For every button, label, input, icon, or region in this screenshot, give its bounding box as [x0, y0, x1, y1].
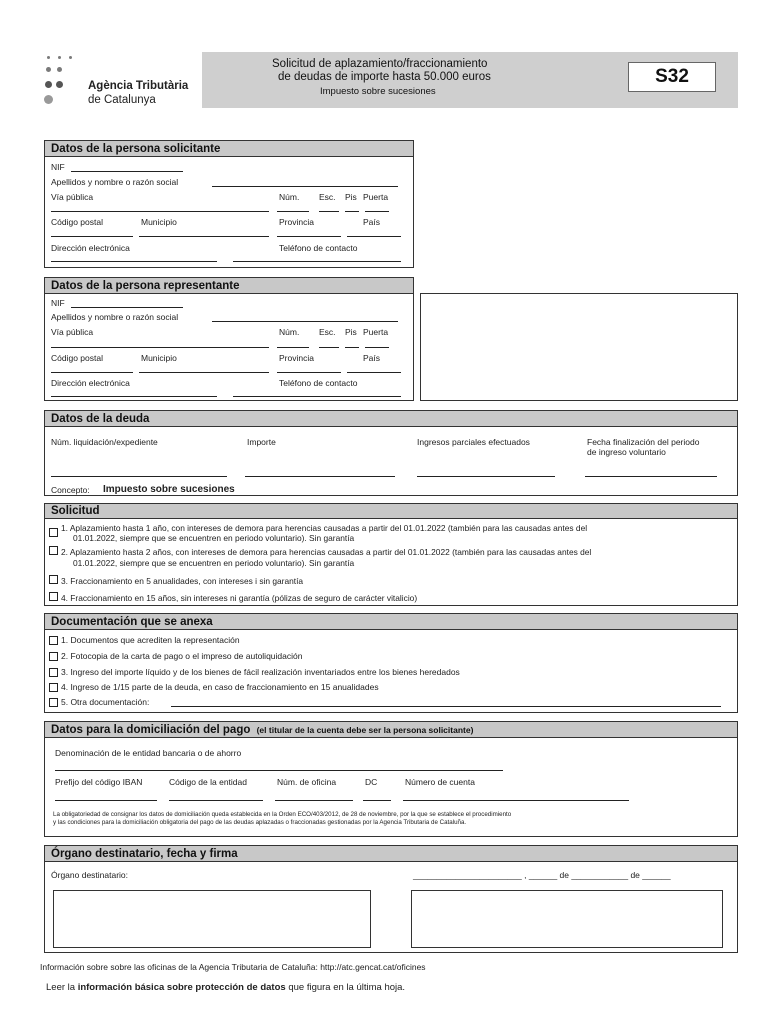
otra-documentacion-field[interactable]	[171, 706, 721, 707]
oficina-label: Núm. de oficina	[277, 777, 337, 787]
legal-text-line2: y las condiciones para la domiciliación obligatoria del pago de las deudas aplazadas o fraccionadas gestionadas por la Agencia Tributaria de Cataluña.	[53, 819, 467, 826]
doc-4-checkbox[interactable]	[49, 683, 58, 692]
option-1-checkbox[interactable]	[49, 528, 58, 537]
doc-2-text: 2. Fotocopia de la carta de pago o el impreso de autoliquidación	[61, 651, 303, 661]
option-3-text: 3. Fraccionamiento en 5 anualidades, con intereses i sin garantía	[61, 576, 304, 586]
municipio-field[interactable]	[139, 372, 269, 373]
esc-field[interactable]	[319, 211, 339, 212]
provincia-label: Provincia	[279, 353, 314, 363]
cp-field[interactable]	[51, 236, 133, 237]
telefono-field[interactable]	[233, 261, 401, 262]
num-label: Núm.	[279, 192, 300, 202]
esc-field[interactable]	[319, 347, 339, 348]
section-header-documentacion: Documentación que se anexa	[44, 613, 738, 629]
option-4-checkbox[interactable]	[49, 592, 58, 601]
municipio-field[interactable]	[139, 236, 269, 237]
section-organo	[44, 861, 738, 953]
apellidos-label: Apellidos y nombre o razón social	[51, 177, 179, 187]
legal-text: La obligatoriedad de consignar los datos de domiciliación queda establecida en la Orden ECO/403/2012, de 28 de noviembre, por la que se establece el procedimiento	[53, 811, 512, 818]
organo-box[interactable]	[53, 890, 371, 948]
cuenta-field[interactable]	[403, 800, 629, 801]
doc-1-checkbox[interactable]	[49, 636, 58, 645]
cuenta-label: Número de cuenta	[405, 777, 475, 787]
pis-label: Pis	[345, 192, 357, 202]
apellidos-label: Apellidos y nombre o razón social	[51, 312, 179, 322]
num-field[interactable]	[277, 211, 309, 212]
oficinas-info: Información sobre sobre las oficinas de la Agencia Tributaria de Cataluña: http://atc.gencat.cat/oficines	[40, 962, 426, 972]
importe-label: Importe	[247, 437, 276, 447]
nif-field[interactable]	[71, 171, 183, 172]
provincia-field[interactable]	[277, 236, 341, 237]
logo-dot	[56, 81, 63, 88]
iban-field[interactable]	[55, 800, 157, 801]
entidad-label: Denominación de le entidad bancaria o de ahorro	[55, 748, 242, 758]
liquidacion-label: Núm. liquidación/expediente	[51, 437, 158, 447]
liquidacion-field[interactable]	[51, 476, 227, 477]
cp-field[interactable]	[51, 372, 133, 373]
provincia-label: Provincia	[279, 217, 314, 227]
num-field[interactable]	[277, 347, 309, 348]
option-2-text: 2. Aplazamiento hasta 2 años, con intereses de demora para herencias causadas a partir del 01.01.2022 (también para las causadas antes del	[61, 547, 592, 557]
entidad-field[interactable]	[55, 770, 503, 771]
nif-label: NIF	[51, 298, 65, 308]
cp-label: Código postal	[51, 217, 103, 227]
fecha-field[interactable]	[585, 476, 717, 477]
section-solicitud	[44, 518, 738, 606]
apellidos-field[interactable]	[212, 186, 398, 187]
pis-field[interactable]	[345, 347, 359, 348]
via-label: Vía pública	[51, 327, 94, 337]
agency-name: Agència Tributària	[88, 80, 189, 92]
option-2-checkbox[interactable]	[49, 546, 58, 555]
pais-field[interactable]	[347, 236, 401, 237]
form-title-line2: de deudas de importe hasta 50.000 euros	[278, 71, 491, 83]
iban-label: Prefijo del código IBAN	[55, 777, 143, 787]
section-header-solicitud: Solicitud	[44, 503, 738, 518]
municipio-label: Municipio	[141, 353, 177, 363]
puerta-label: Puerta	[363, 327, 389, 337]
section-documentacion	[44, 629, 738, 713]
option-1-text: 1. Aplazamiento hasta 1 año, con intereses de demora para herencias causadas a partir del 01.01.2022 (también para las causadas antes del	[61, 523, 588, 533]
telefono-field[interactable]	[233, 396, 401, 397]
codigo-entidad-label: Código de la entidad	[169, 777, 247, 787]
logo-dot	[47, 56, 50, 59]
domiciliacion-title: Datos para la domiciliación del pago	[51, 724, 251, 736]
option-1-text-line2: 01.01.2022, siempre que se encuentren en periodo voluntario). Sin garantía	[73, 533, 355, 543]
leer-post: que figura en la última hoja.	[285, 982, 406, 993]
section-deuda	[44, 426, 738, 496]
direccion-label: Dirección electrónica	[51, 243, 130, 253]
puerta-label: Puerta	[363, 192, 389, 202]
section-header-deuda: Datos de la deuda	[44, 410, 738, 426]
pis-label: Pis	[345, 327, 357, 337]
concepto-label: Concepto:	[51, 485, 90, 495]
oficina-field[interactable]	[275, 800, 353, 801]
stamp-box[interactable]	[420, 293, 738, 401]
doc-4-text: 4. Ingreso de 1/15 parte de la deuda, en caso de fraccionamiento en 15 anualidades	[61, 682, 379, 692]
section-solicitante	[44, 156, 414, 268]
via-field[interactable]	[51, 211, 269, 212]
ingresos-label: Ingresos parciales efectuados	[417, 437, 530, 447]
leer-pre: Leer la	[46, 982, 78, 993]
doc-1-text: 1. Documentos que acrediten la representación	[61, 635, 240, 645]
logo-dot	[44, 95, 53, 104]
provincia-field[interactable]	[277, 372, 341, 373]
logo-dot	[69, 56, 72, 59]
pais-field[interactable]	[347, 372, 401, 373]
option-3-checkbox[interactable]	[49, 575, 58, 584]
fecha-label-line2: de ingreso voluntario	[587, 447, 666, 457]
ingresos-field[interactable]	[417, 476, 555, 477]
municipio-label: Municipio	[141, 217, 177, 227]
domiciliacion-note: (el titular de la cuenta debe ser la persona solicitante)	[256, 725, 474, 735]
logo-dot	[45, 81, 52, 88]
nif-field[interactable]	[71, 307, 183, 308]
pais-label: País	[363, 353, 381, 363]
doc-5-text: 5. Otra documentación:	[61, 697, 150, 707]
logo-dot	[46, 67, 51, 72]
direccion-label: Dirección electrónica	[51, 378, 130, 388]
telefono-label: Teléfono de contacto	[279, 243, 358, 253]
importe-field[interactable]	[245, 476, 395, 477]
pis-field[interactable]	[345, 211, 359, 212]
doc-2-checkbox[interactable]	[49, 652, 58, 661]
proteccion-datos-link[interactable]: información básica sobre protección de datos	[77, 982, 286, 993]
nif-label: NIF	[51, 162, 65, 172]
fecha-label: Fecha finalización del periodo	[587, 437, 700, 447]
form-code: S32	[655, 66, 689, 87]
dc-field[interactable]	[363, 800, 391, 801]
num-label: Núm.	[279, 327, 300, 337]
codigo-entidad-field[interactable]	[169, 800, 263, 801]
logo-dot	[57, 67, 62, 72]
section-domiciliacion	[44, 737, 738, 837]
form-subtitle: Impuesto sobre sucesiones	[320, 86, 436, 97]
puerta-field[interactable]	[365, 347, 389, 348]
dc-label: DC	[365, 777, 378, 787]
direccion-field[interactable]	[51, 261, 217, 262]
puerta-field[interactable]	[365, 211, 389, 212]
fecha-firma-line: _______________________ , ______ de ____________ de ______	[413, 870, 671, 880]
doc-3-text: 3. Ingreso del importe líquido y de los bienes de fácil realización inventariados entre los bienes heredados	[61, 667, 460, 677]
telefono-label: Teléfono de contacto	[279, 378, 358, 388]
option-4-text: 4. Fraccionamiento en 15 años, sin intereses ni garantía (pólizas de seguro de carácter vitalicio)	[61, 593, 418, 603]
section-header-organo: Órgano destinatario, fecha y firma	[44, 845, 738, 861]
organo-label: Órgano destinatario:	[51, 870, 129, 880]
concepto-value: Impuesto sobre sucesiones	[103, 484, 235, 495]
apellidos-field[interactable]	[212, 321, 398, 322]
agency-logo	[44, 54, 74, 108]
via-label: Vía pública	[51, 192, 94, 202]
proteccion-datos-note	[46, 982, 405, 994]
form-title: Solicitud de aplazamiento/fraccionamiento	[272, 58, 488, 70]
logo-dot	[58, 56, 61, 59]
via-field[interactable]	[51, 347, 269, 348]
option-2-text-line2: 01.01.2022, siempre que se encuentren en periodo voluntario). Sin garantía	[73, 558, 355, 568]
section-representante	[44, 293, 414, 401]
direccion-field[interactable]	[51, 396, 217, 397]
firma-box[interactable]	[411, 890, 723, 948]
cp-label: Código postal	[51, 353, 103, 363]
agency-name-line2: de Catalunya	[88, 94, 156, 106]
doc-5-checkbox[interactable]	[49, 698, 58, 707]
section-header-solicitante: Datos de la persona solicitante	[44, 140, 414, 156]
esc-label: Esc.	[319, 327, 336, 337]
pais-label: País	[363, 217, 381, 227]
doc-3-checkbox[interactable]	[49, 668, 58, 677]
section-header-domiciliacion	[44, 721, 738, 737]
esc-label: Esc.	[319, 192, 336, 202]
section-header-representante: Datos de la persona representante	[44, 277, 414, 293]
